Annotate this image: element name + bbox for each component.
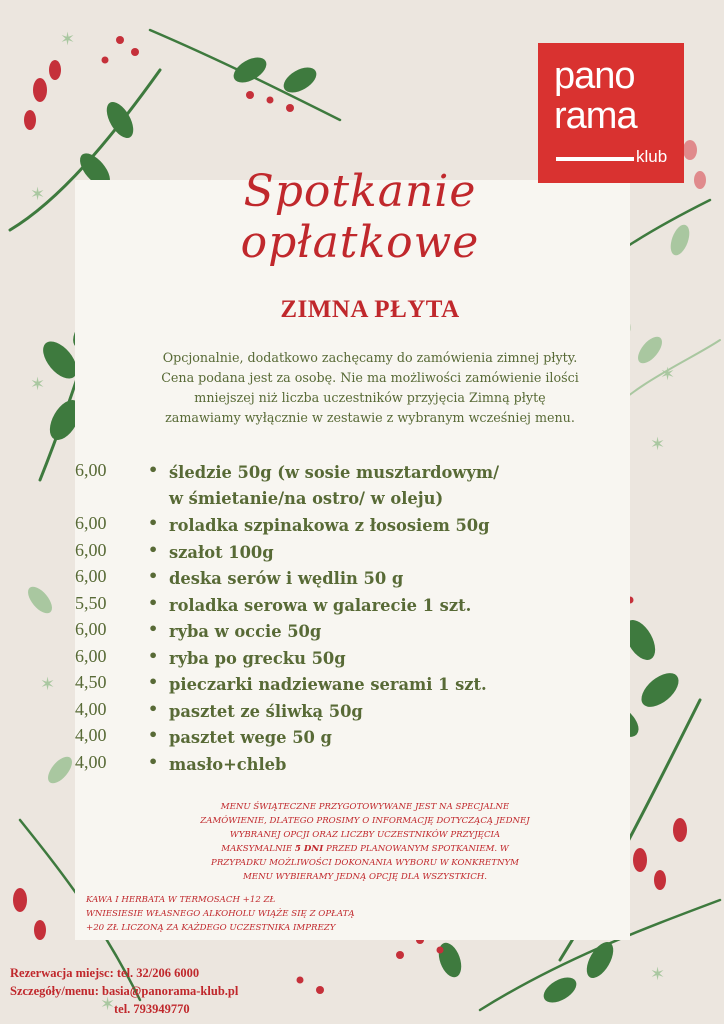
menu-item: pieczarki nadziewane serami 1 szt.: [169, 675, 487, 694]
extra-alcohol: WNIESIESIE WŁASNEGO ALKOHOLU WIĄŻE SIĘ Z OPŁATĄ: [86, 909, 355, 919]
menu-row: [75, 593, 575, 620]
menu-price: 4,00: [75, 725, 107, 745]
menu-item: ryba po grecku 50g: [169, 648, 346, 668]
menu-item: pasztet wege 50 g: [169, 728, 332, 747]
menu-price: 5,50: [75, 592, 107, 613]
bullet-icon: •: [148, 566, 159, 585]
logo-subtitle: klub: [636, 147, 668, 166]
bullet-icon: •: [148, 539, 159, 559]
menu-price: 6,00: [75, 539, 107, 560]
menu-item: ryba w occie 50g: [169, 622, 322, 641]
menu-row: [75, 566, 575, 593]
bullet-icon: •: [148, 513, 159, 532]
menu-price: 6,00: [75, 645, 107, 666]
menu-price: 6,00: [75, 513, 107, 533]
menu-row: [75, 725, 575, 752]
svg-text:✶: ✶: [40, 674, 56, 695]
menu-row: [75, 540, 575, 567]
svg-text:✶: ✶: [30, 374, 46, 395]
contact-phone: tel. 793949770: [114, 1002, 190, 1016]
contact-reservation: Rezerwacja miejsc: tel. 32/206 6000: [10, 966, 200, 980]
menu-item: pasztet ze śliwką 50g: [169, 701, 363, 721]
bullet-icon: •: [148, 592, 159, 612]
svg-text:✶: ✶: [100, 994, 116, 1015]
bullet-icon: •: [148, 725, 159, 744]
menu-item: deska serów i wędlin 50 g: [169, 569, 404, 588]
menu-item: szałot 100g: [169, 542, 274, 562]
menu-row: [75, 460, 575, 513]
bullet-icon: •: [148, 698, 159, 718]
svg-text:✶: ✶: [650, 964, 666, 985]
bullet-icon: •: [148, 460, 159, 479]
menu-price: 6,00: [75, 460, 107, 480]
svg-text:✶: ✶: [660, 364, 676, 385]
menu-row: [75, 752, 575, 779]
section-heading: ZIMNA PŁYTA: [280, 296, 460, 323]
svg-text:✶: ✶: [650, 434, 666, 455]
panorama-klub-logo: [538, 43, 684, 183]
menu-price: 4,00: [75, 751, 107, 772]
logo-bar: [556, 157, 634, 161]
bullet-icon: •: [148, 619, 159, 638]
notice-text-2: PRZED PLANOWANYM SPOTKANIEM. W PRZYPADKU MOŻLIWOŚCI DOKONANIA WYBORU W KONKRETNYM MENU WYBIERAMY JEDNĄ OPCJĘ DLA WSZYSTKICH.: [211, 844, 519, 882]
logo-word-2: rama: [554, 95, 637, 137]
contact-info: [10, 964, 310, 1018]
bullet-icon: •: [148, 645, 159, 665]
menu-row: [75, 646, 575, 673]
svg-text:✶: ✶: [30, 184, 46, 205]
menu-row: [75, 672, 575, 699]
notice-deadline: 5 DNI: [294, 844, 324, 854]
bullet-icon: •: [148, 672, 159, 691]
order-notice: [195, 800, 535, 884]
menu-item: roladka serowa w galarecie 1 szt.: [169, 595, 472, 615]
extra-info: [86, 893, 406, 935]
menu-item: roladka szpinakowa z łososiem 50g: [169, 516, 490, 535]
notice-text-1: MENU ŚWIĄTECZNE PRZYGOTOWYWANE JEST NA SPECJALNE ZAMÓWIENIE, DLATEGO PROSIMY O INFORMACJĘ DOTYCZĄCĄ JEDNEJ WYBRANEJ OPCJI ORAZ LICZBY UCZESTNIKÓW PRZYJĘCIA MAKSYMALNIE: [200, 802, 530, 854]
extra-coffee: KAWA I HERBATA W TERMOSACH +12 ZŁ: [86, 895, 276, 905]
page-title: Spotkanie opłatkowe: [240, 166, 480, 268]
svg-text:✶: ✶: [60, 29, 76, 50]
menu-item: śledzie 50g (w sosie musztardowym/ w śmietanie/na ostro/ w oleju): [169, 463, 500, 508]
extra-fee: +20 ZŁ LICZONĄ ZA KAŻDEGO UCZESTNIKA IMPREZY: [86, 923, 336, 933]
intro-text: Opcjonalnie, dodatkowo zachęcamy do zamówienia zimnej płyty. Cena podana jest za osobę. Nie ma możliwości zamówienie ilości mniejszej niż liczba uczestników przyjęcia Zimną płytę zamawiamy wyłącznie w zestawie z wybranym wcześniej menu.: [161, 350, 579, 425]
menu-row: [75, 699, 575, 726]
menu-price: 6,00: [75, 566, 107, 586]
logo-word-1: pano: [554, 55, 635, 97]
menu-row: [75, 513, 575, 540]
bullet-icon: •: [148, 751, 159, 771]
menu-row: [75, 619, 575, 646]
menu-price: 6,00: [75, 619, 107, 639]
menu-price: 4,50: [75, 672, 107, 692]
contact-email: Szczegóły/menu: basia@panorama-klub.pl: [10, 984, 239, 998]
menu-item: masło+chleb: [169, 754, 287, 774]
menu-price: 4,00: [75, 698, 107, 719]
price-list: [75, 460, 575, 778]
